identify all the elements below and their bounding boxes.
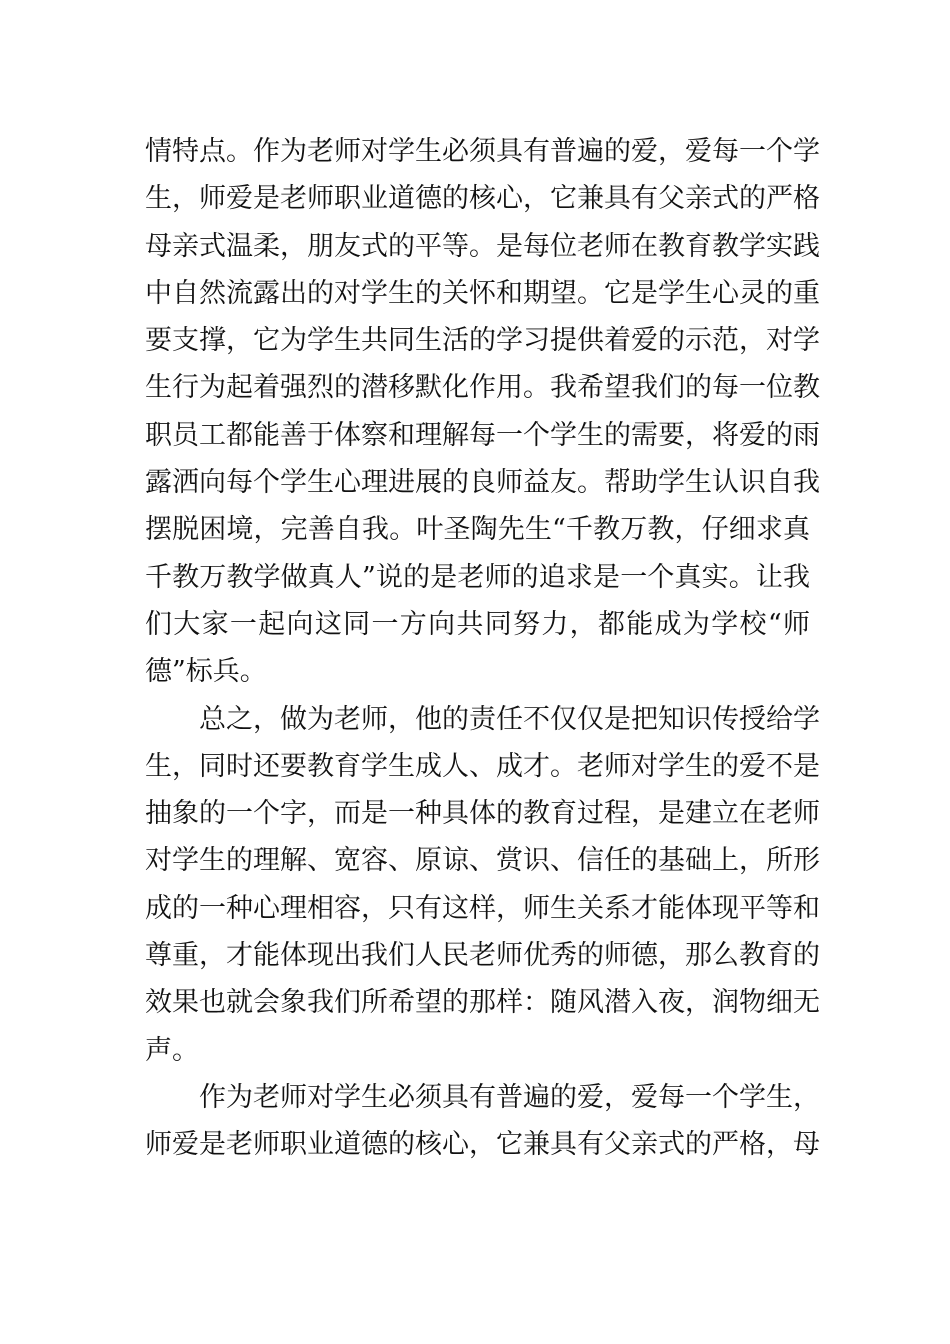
text-line: 情特点。作为老师对学生必须具有普遍的爱，爱每一个学 — [145, 136, 820, 167]
text-line: 成的一种心理相容，只有这样，师生关系才能体现平等和 — [145, 892, 820, 924]
text-line: 们大家一起向这同一方向共同努力，都能成为学校“师 — [145, 608, 810, 640]
text-line: 声。 — [145, 1034, 199, 1066]
text-line: 德”标兵。 — [145, 656, 267, 688]
text-line: 生，同时还要教育学生成人、成才。老师对学生的爱不是 — [145, 750, 820, 782]
text-line: 职员工都能善于体察和理解每一个学生的需要，将爱的雨 — [145, 419, 820, 451]
text-line: 要支撑，它为学生共同生活的学习提供着爱的示范，对学 — [145, 325, 820, 357]
paragraph-first-line: 作为老师对学生必须具有普遍的爱，爱每一个学生， — [199, 1081, 820, 1113]
text-line: 千教万教学做真人”说的是老师的追求是一个真实。让我 — [145, 561, 810, 593]
text-line: 效果也就会象我们所希望的那样：随风潜入夜，润物细无 — [145, 987, 820, 1019]
text-line: 抽象的一个字，而是一种具体的教育过程，是建立在老师 — [145, 798, 820, 830]
paragraph-first-line: 总之，做为老师，他的责任不仅仅是把知识传授给学 — [199, 703, 820, 735]
text-line: 师爱是老师职业道德的核心，它兼具有父亲式的严格，母 — [145, 1129, 820, 1161]
body-text — [145, 128, 820, 1169]
text-line: 对学生的理解、宽容、原谅、赏识、信任的基础上，所形 — [145, 845, 820, 877]
text-line: 生行为起着强烈的潜移默化作用。我希望我们的每一位教 — [145, 372, 820, 404]
text-line: 摆脱困境，完善自我。叶圣陶先生“千教万教，仔细求真 — [145, 514, 810, 546]
text-line: 中自然流露出的对学生的关怀和期望。它是学生心灵的重 — [145, 277, 820, 309]
text-line: 尊重，才能体现出我们人民老师优秀的师德，那么教育的 — [145, 940, 820, 972]
text-line: 露洒向每个学生心理进展的良师益友。帮助学生认识自我 — [145, 467, 820, 499]
text-line: 母亲式温柔，朋友式的平等。是每位老师在教育教学实践 — [145, 230, 820, 262]
text-line: 生，师爱是老师职业道德的核心，它兼具有父亲式的严格 — [145, 183, 820, 215]
